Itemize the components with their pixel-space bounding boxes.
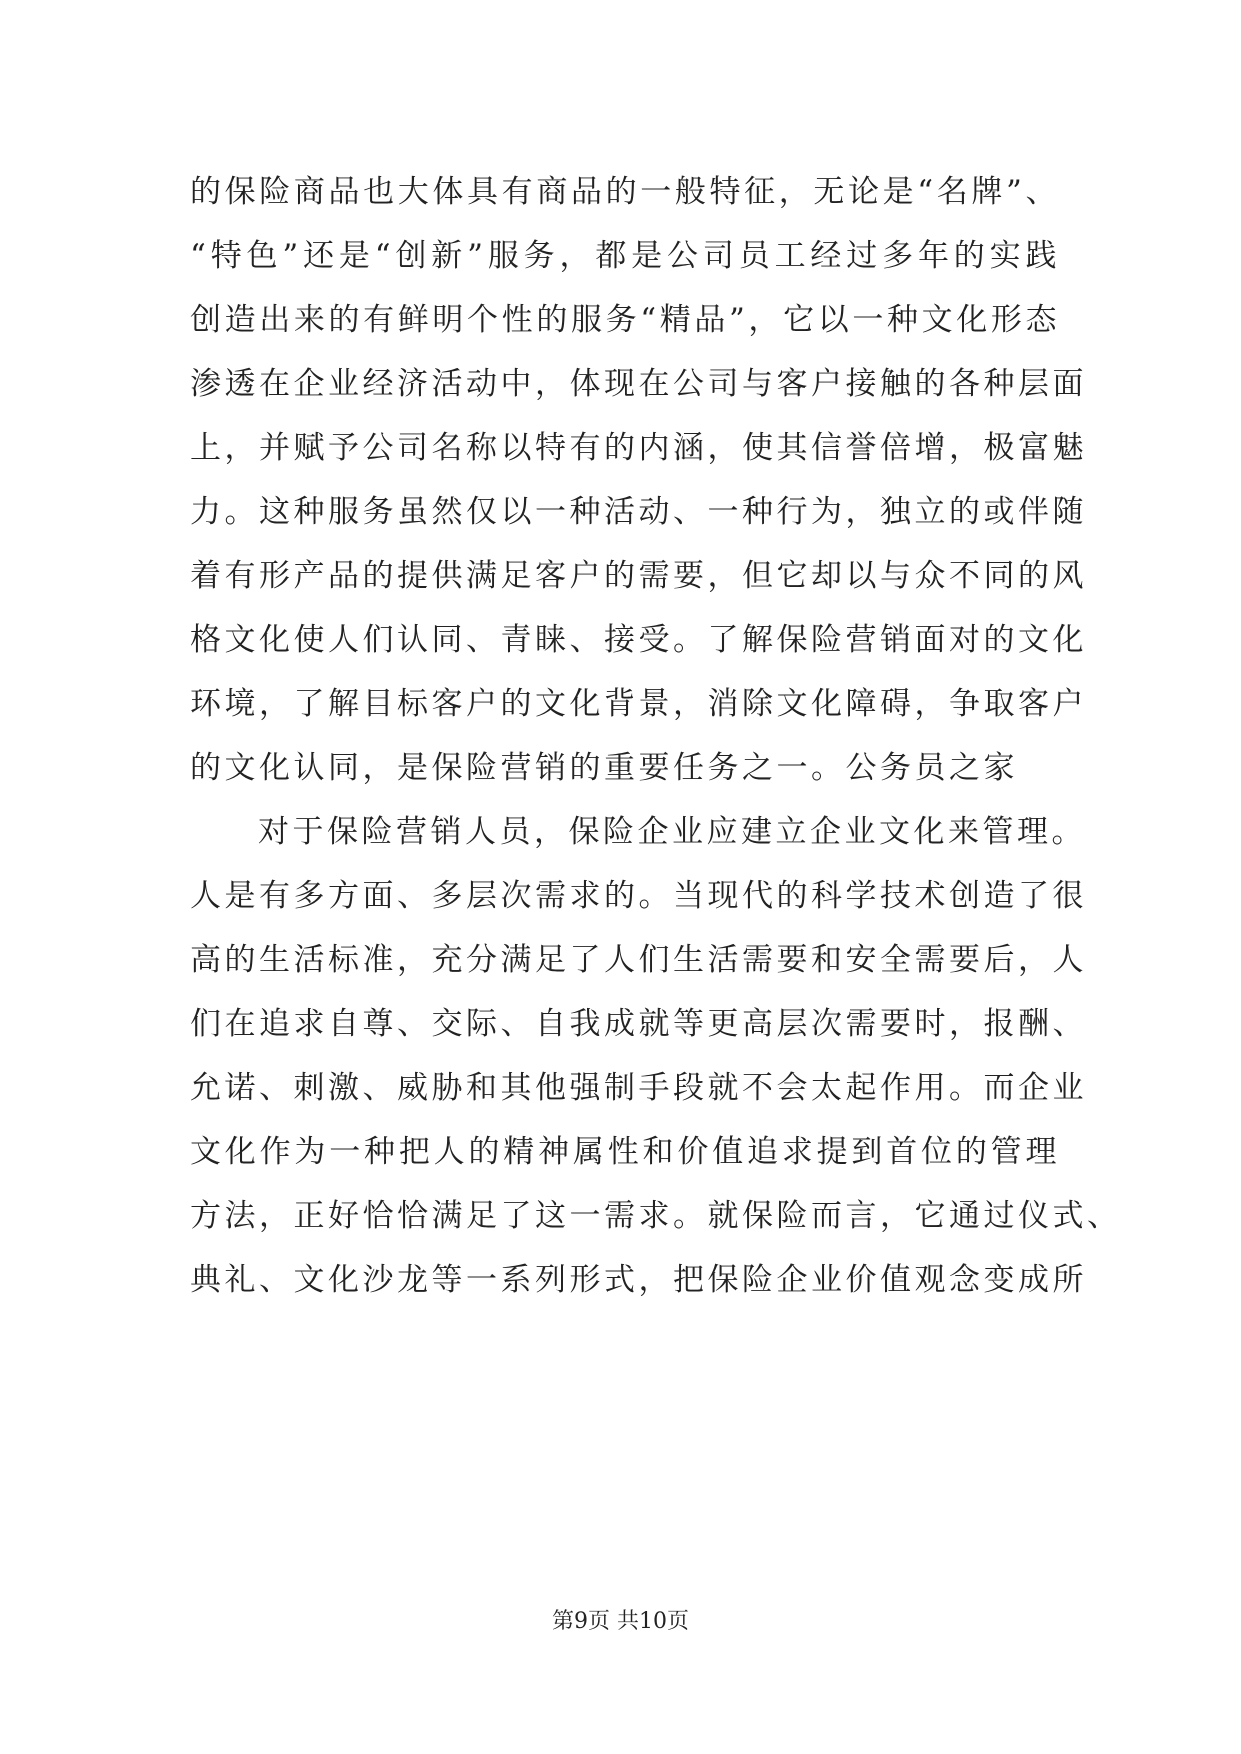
body-text <box>190 160 1122 1312</box>
text-line: 着有形产品的提供满足客户的需要，但它却以与众不同的风 <box>190 558 1087 594</box>
text-line: “特色”还是“创新”服务，都是公司员工经过多年的实践 <box>190 238 1060 274</box>
text-line: 文化作为一种把人的精神属性和价值追求提到首位的管理 <box>190 1134 1060 1170</box>
text-line: 的文化认同，是保险营销的重要任务之一。公务员之家 <box>190 750 1018 786</box>
text-line: 人是有多方面、多层次需求的。当现代的科学技术创造了很 <box>190 878 1087 914</box>
text-line: 力。这种服务虽然仅以一种活动、一种行为，独立的或伴随 <box>190 494 1087 530</box>
text-line: 渗透在企业经济活动中，体现在公司与客户接触的各种层面 <box>190 366 1087 402</box>
text-line: 方法，正好恰恰满足了这一需求。就保险而言，它通过仪式、 <box>190 1198 1122 1234</box>
text-line: 对于保险营销人员，保险企业应建立企业文化来管理。 <box>258 814 1086 850</box>
paragraph-2 <box>190 800 1122 1312</box>
text-line: 的保险商品也大体具有商品的一般特征，无论是“名牌”、 <box>190 174 1060 210</box>
text-line: 们在追求自尊、交际、自我成就等更高层次需要时，报酬、 <box>190 1006 1087 1042</box>
text-line: 创造出来的有鲜明个性的服务“精品”，它以一种文化形态 <box>190 302 1060 338</box>
text-line: 允诺、刺激、威胁和其他强制手段就不会太起作用。而企业 <box>190 1070 1087 1106</box>
text-line: 高的生活标准，充分满足了人们生活需要和安全需要后，人 <box>190 942 1087 978</box>
text-line: 格文化使人们认同、青睐、接受。了解保险营销面对的文化 <box>190 622 1087 658</box>
text-line: 上，并赋予公司名称以特有的内涵，使其信誉倍增，极富魅 <box>190 430 1087 466</box>
page-number: 第9页 共10页 <box>552 1609 689 1634</box>
text-line: 环境，了解目标客户的文化背景，消除文化障碍，争取客户 <box>190 686 1087 722</box>
text-line: 典礼、文化沙龙等一系列形式，把保险企业价值观念变成所 <box>190 1262 1087 1298</box>
paragraph-1 <box>190 160 1087 800</box>
